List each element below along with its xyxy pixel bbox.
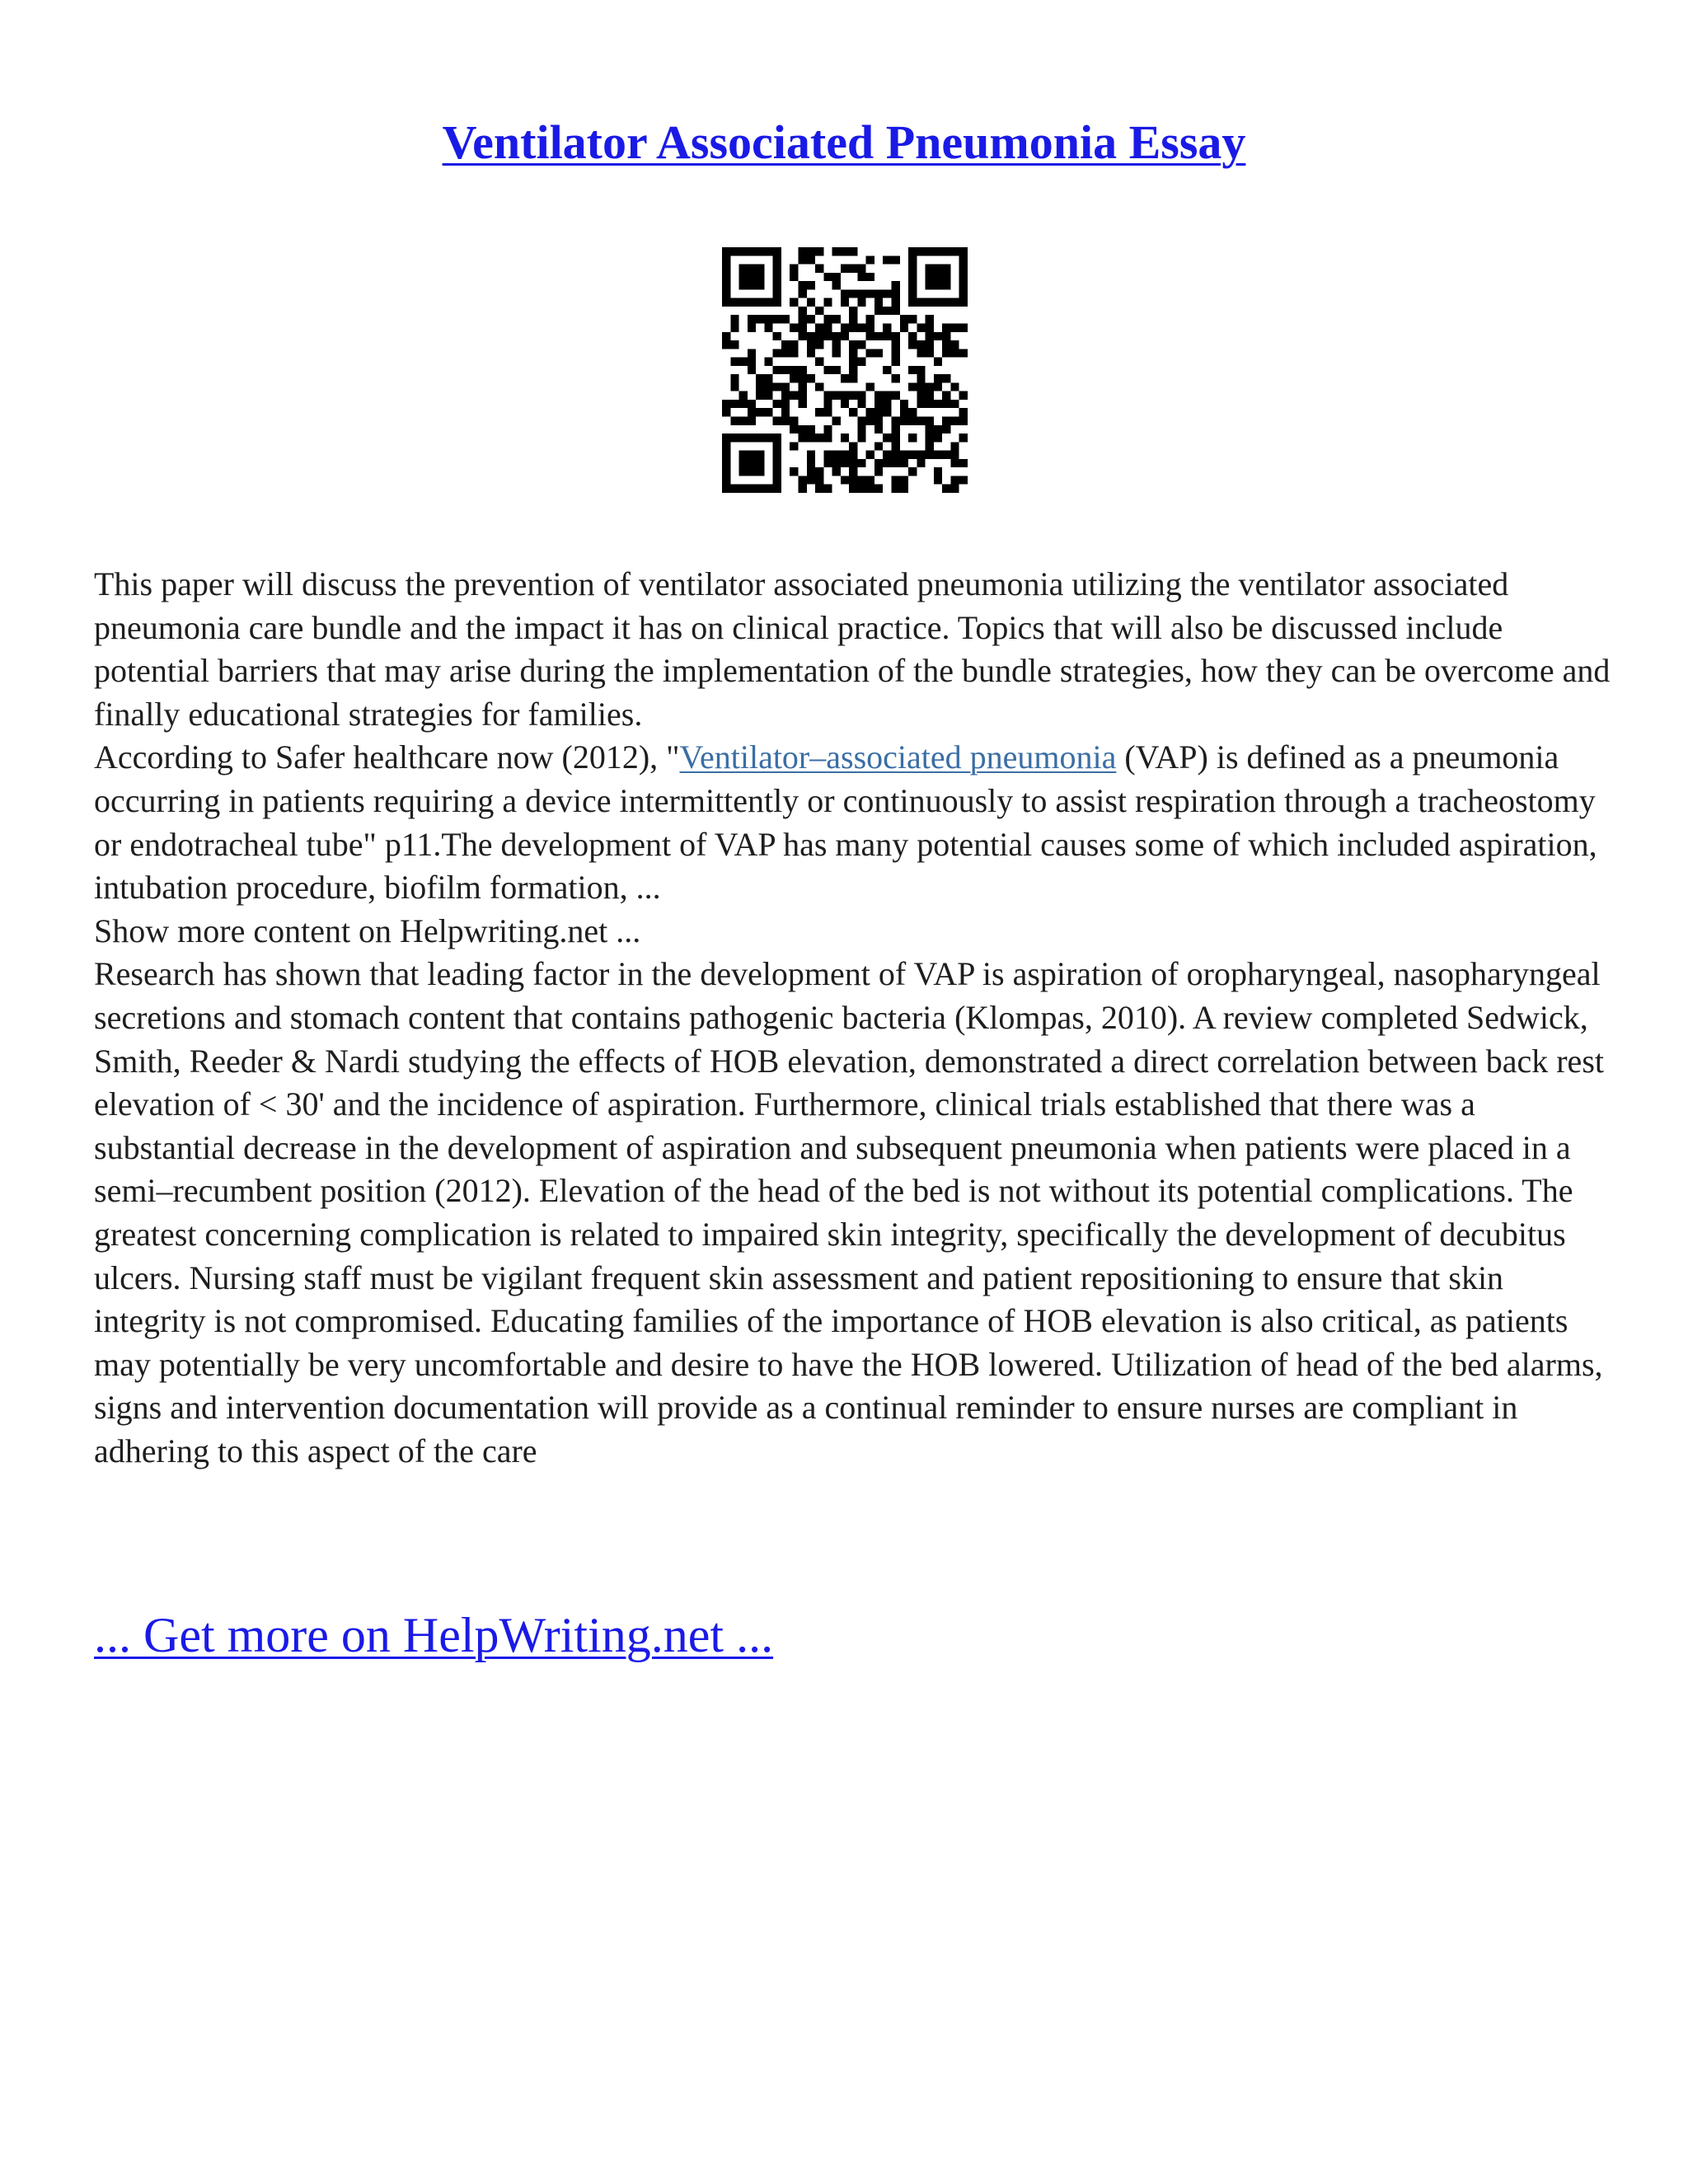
title-link[interactable]: Ventilator Associated Pneumonia Essay bbox=[442, 115, 1246, 169]
paragraph-definition bbox=[94, 736, 1611, 909]
show-more-text: Show more content on Helpwriting.net ... bbox=[94, 912, 641, 949]
qr-code-icon bbox=[722, 247, 968, 493]
get-more-link[interactable]: ... Get more on HelpWriting.net ... bbox=[94, 1608, 774, 1662]
paragraph-research: Research has shown that leading factor in the development of VAP is aspiration of oropharyngeal, nasopharyngeal secretions and stomach content that contains pathogenic bacteria (Klompas, 2010). A review completed Sedwick, Smith, Reeder & Nardi studying the effects of HOB elevation, demonstrated a direct correlation between back rest elevation of < 30' and the incidence of aspiration. Furthermore, clinical trials established that there was a substantial decrease in the development of aspiration and subsequent pneumonia when patients were placed in a semi–recumbent position (2012). Elevation of the head of the bed is not without its potential complications. The greatest concerning complication is related to impaired skin integrity, specifically the development of decubitus ulcers. Nursing staff must be vigilant frequent skin assessment and patient repositioning to ensure that skin integrity is not compromised. Educating families of the importance of HOB elevation is also critical, as patients may potentially be very uncomfortable and desire to have the HOB lowered. Utilization of head of the bed alarms, signs and intervention documentation will provide as a continual reminder to ensure nurses are compliant in adhering to this aspect of the care bbox=[94, 955, 1604, 1469]
get-more-section bbox=[94, 1605, 773, 1665]
vap-link[interactable]: Ventilator–associated pneumonia bbox=[679, 738, 1117, 776]
essay-body bbox=[94, 563, 1611, 1473]
paragraph-definition-rest: (VAP) is defined as a pneumonia occurring in patients requiring a device intermittently or continuously to assist respiration through a tracheostomy or endotracheal tube" p11.The development of VAP has many potential causes some of which included aspiration, intubation procedure, biofilm formation, ... bbox=[94, 738, 1597, 907]
page-title bbox=[0, 114, 1688, 171]
paragraph-intro: This paper will discuss the prevention of ventilator associated pneumonia utilizing the ventilator associated pneumonia care bundle and the impact it has on clinical practice. Topics that will also be discussed include potential barriers that may arise during the implementation of the bundle strategies, how they can be overcome and finally educational strategies for families. bbox=[94, 565, 1611, 733]
paragraph-definition-lead: According to Safer healthcare now (2012), " bbox=[94, 738, 680, 776]
